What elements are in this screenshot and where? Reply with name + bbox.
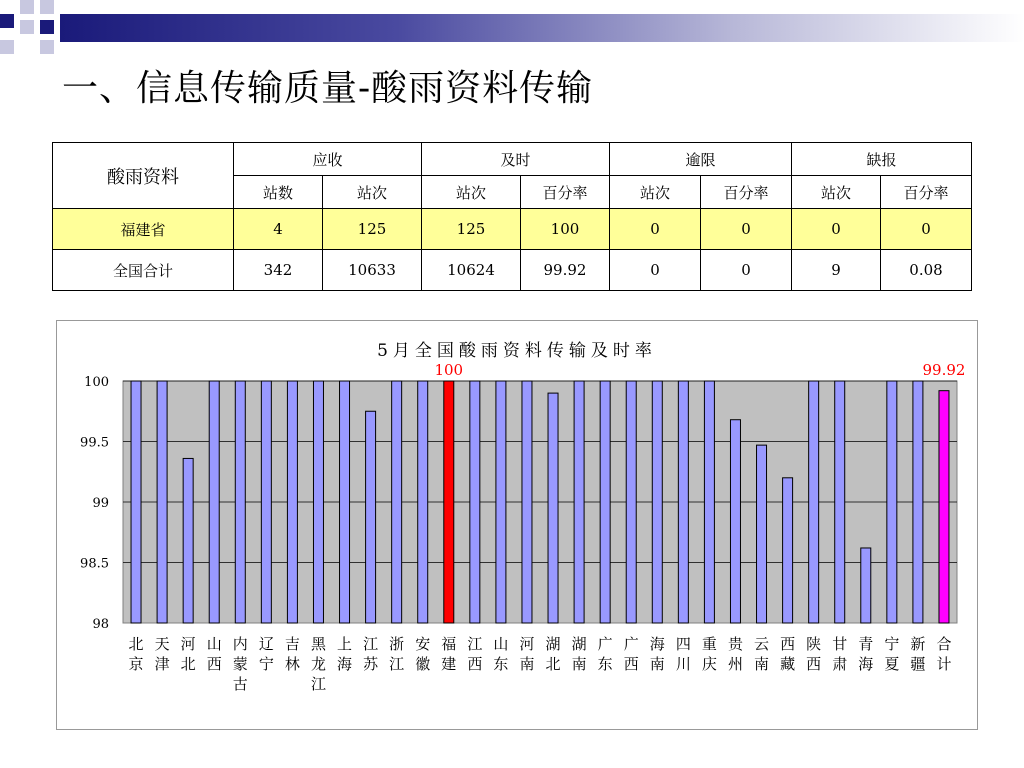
x-tick-label: 河 bbox=[180, 635, 196, 653]
x-tick-label: 南 bbox=[519, 655, 535, 673]
chart-frame bbox=[56, 320, 978, 730]
x-tick-label: 湖 bbox=[571, 635, 587, 653]
x-tick-label: 辽 bbox=[258, 635, 274, 653]
x-tick-label: 川 bbox=[675, 655, 691, 673]
subheader-cell: 站数 bbox=[234, 176, 323, 209]
header-group-timely: 及时 bbox=[422, 143, 610, 176]
x-tick-label: 北 bbox=[128, 635, 144, 653]
bar bbox=[652, 381, 662, 623]
x-tick-label: 藏 bbox=[780, 655, 796, 673]
bar bbox=[522, 381, 532, 623]
x-tick-label: 计 bbox=[936, 655, 952, 673]
bar bbox=[913, 381, 923, 623]
table-cell: 125 bbox=[422, 209, 521, 250]
x-tick-label: 南 bbox=[754, 655, 770, 673]
page-title: 一、信息传输质量-酸雨资料传输 bbox=[62, 68, 594, 109]
x-tick-label: 安 bbox=[415, 635, 431, 653]
bar bbox=[887, 381, 897, 623]
table-row bbox=[53, 250, 972, 291]
table-corner-label: 酸雨资料 bbox=[53, 143, 234, 209]
decor-square-light bbox=[20, 0, 34, 14]
bar bbox=[313, 381, 323, 623]
x-tick-label: 重 bbox=[701, 635, 717, 653]
subheader-cell: 站次 bbox=[610, 176, 701, 209]
header-group-late: 逾限 bbox=[610, 143, 792, 176]
x-tick-label: 西 bbox=[780, 635, 796, 653]
x-tick-label: 河 bbox=[519, 635, 535, 653]
bar bbox=[340, 381, 350, 623]
table-cell: 125 bbox=[323, 209, 422, 250]
bar bbox=[470, 381, 480, 623]
x-tick-label: 西 bbox=[623, 655, 639, 673]
bar bbox=[209, 381, 219, 623]
decor-square-light bbox=[40, 40, 54, 54]
decor-square-light bbox=[40, 0, 54, 14]
x-tick-label: 江 bbox=[389, 655, 405, 673]
bar bbox=[861, 548, 871, 623]
x-tick-label: 夏 bbox=[884, 655, 900, 673]
x-tick-label: 甘 bbox=[832, 635, 848, 653]
table-cell: 0 bbox=[701, 209, 792, 250]
title-gradient-bar bbox=[60, 14, 1024, 42]
x-tick-label: 宁 bbox=[258, 655, 274, 673]
x-tick-label: 西 bbox=[206, 655, 222, 673]
x-tick-label: 京 bbox=[128, 655, 144, 673]
bar bbox=[835, 381, 845, 623]
bar bbox=[287, 381, 297, 623]
x-tick-label: 南 bbox=[571, 655, 587, 673]
bar bbox=[366, 411, 376, 623]
bar-chart bbox=[57, 321, 977, 729]
x-tick-label: 云 bbox=[754, 635, 770, 653]
bar bbox=[392, 381, 402, 623]
x-tick-label: 徽 bbox=[415, 655, 431, 673]
x-tick-label: 广 bbox=[623, 635, 639, 653]
table-cell: 99.92 bbox=[521, 250, 610, 291]
x-tick-label: 海 bbox=[337, 655, 353, 673]
x-tick-label: 海 bbox=[649, 635, 665, 653]
decor-square-navy bbox=[0, 14, 14, 28]
x-tick-label: 福 bbox=[441, 635, 457, 653]
y-tick-label: 99 bbox=[92, 496, 109, 511]
decor-square-navy bbox=[40, 20, 54, 34]
x-tick-label: 海 bbox=[858, 655, 874, 673]
bar bbox=[626, 381, 636, 623]
x-tick-label: 北 bbox=[545, 655, 561, 673]
bar bbox=[600, 381, 610, 623]
x-tick-label: 西 bbox=[806, 655, 822, 673]
x-tick-label: 宁 bbox=[884, 635, 900, 653]
row-name-cell: 福建省 bbox=[53, 209, 234, 250]
x-tick-label: 古 bbox=[232, 675, 248, 693]
x-tick-label: 州 bbox=[727, 655, 743, 673]
x-tick-label: 吉 bbox=[284, 635, 300, 653]
y-tick-label: 98.5 bbox=[80, 556, 109, 572]
x-tick-label: 湖 bbox=[545, 635, 561, 653]
x-tick-label: 青 bbox=[858, 635, 874, 653]
decor-square-light bbox=[0, 40, 14, 54]
x-tick-label: 西 bbox=[467, 655, 483, 673]
x-tick-label: 山 bbox=[493, 635, 509, 653]
x-tick-label: 江 bbox=[467, 635, 483, 653]
x-tick-label: 广 bbox=[597, 635, 613, 653]
summary-table bbox=[52, 142, 972, 291]
bar bbox=[183, 458, 193, 623]
table-cell: 9 bbox=[792, 250, 881, 291]
table-cell: 0 bbox=[792, 209, 881, 250]
row-name-cell: 全国合计 bbox=[53, 250, 234, 291]
bar bbox=[678, 381, 688, 623]
bar bbox=[261, 381, 271, 623]
bar bbox=[783, 478, 793, 623]
x-tick-label: 浙 bbox=[389, 635, 405, 653]
table-cell: 0.08 bbox=[881, 250, 972, 291]
data-label: 100 bbox=[434, 361, 464, 379]
header-group-received: 应收 bbox=[234, 143, 422, 176]
table-cell: 0 bbox=[701, 250, 792, 291]
bar bbox=[157, 381, 167, 623]
x-tick-label: 贵 bbox=[727, 635, 743, 653]
subheader-cell: 百分率 bbox=[881, 176, 972, 209]
x-tick-label: 新 bbox=[910, 635, 926, 653]
x-tick-label: 北 bbox=[180, 655, 196, 673]
bar bbox=[730, 420, 740, 623]
bar bbox=[496, 381, 506, 623]
x-tick-label: 建 bbox=[441, 655, 457, 673]
x-tick-label: 东 bbox=[493, 655, 509, 673]
x-tick-label: 上 bbox=[337, 635, 353, 653]
x-tick-label: 蒙 bbox=[232, 655, 248, 673]
data-label: 99.92 bbox=[922, 361, 966, 379]
x-tick-label: 南 bbox=[649, 655, 665, 673]
x-tick-label: 龙 bbox=[310, 655, 326, 673]
table-cell: 10633 bbox=[323, 250, 422, 291]
table-cell: 0 bbox=[610, 250, 701, 291]
bar bbox=[418, 381, 428, 623]
x-tick-label: 林 bbox=[284, 655, 300, 673]
subheader-cell: 站次 bbox=[792, 176, 881, 209]
table-cell: 0 bbox=[881, 209, 972, 250]
table-cell: 0 bbox=[610, 209, 701, 250]
bar bbox=[235, 381, 245, 623]
x-tick-label: 苏 bbox=[363, 655, 379, 673]
table-cell: 342 bbox=[234, 250, 323, 291]
y-tick-label: 98 bbox=[92, 617, 109, 632]
x-tick-label: 疆 bbox=[910, 655, 926, 673]
bar bbox=[704, 381, 714, 623]
x-tick-label: 陕 bbox=[806, 635, 822, 653]
header-group-missing: 缺报 bbox=[792, 143, 972, 176]
y-tick-label: 100 bbox=[84, 375, 109, 390]
bar bbox=[809, 381, 819, 623]
table-cell: 100 bbox=[521, 209, 610, 250]
table-cell: 10624 bbox=[422, 250, 521, 291]
x-tick-label: 合 bbox=[936, 635, 952, 653]
x-tick-label: 肃 bbox=[832, 655, 848, 673]
subheader-cell: 百分率 bbox=[701, 176, 792, 209]
bar bbox=[939, 391, 949, 623]
table-cell: 4 bbox=[234, 209, 323, 250]
bar bbox=[574, 381, 584, 623]
x-tick-label: 黑 bbox=[310, 635, 326, 653]
x-tick-label: 江 bbox=[310, 675, 326, 693]
x-tick-label: 四 bbox=[675, 635, 691, 653]
x-tick-label: 津 bbox=[154, 655, 170, 673]
bar bbox=[548, 393, 558, 623]
subheader-cell: 站次 bbox=[323, 176, 422, 209]
decor-square-light bbox=[20, 20, 34, 34]
chart-title: 5月全国酸雨资料传输及时率 bbox=[377, 341, 657, 361]
bar bbox=[757, 445, 767, 623]
x-tick-label: 东 bbox=[597, 655, 613, 673]
x-tick-label: 天 bbox=[154, 635, 170, 653]
x-tick-label: 庆 bbox=[701, 655, 717, 673]
subheader-cell: 百分率 bbox=[521, 176, 610, 209]
table-header-row bbox=[53, 143, 972, 176]
x-tick-label: 山 bbox=[206, 635, 222, 653]
bar bbox=[444, 381, 454, 623]
x-tick-label: 内 bbox=[232, 635, 248, 653]
y-tick-label: 99.5 bbox=[80, 435, 109, 451]
x-tick-label: 江 bbox=[363, 635, 379, 653]
table-row bbox=[53, 209, 972, 250]
subheader-cell: 站次 bbox=[422, 176, 521, 209]
bar bbox=[131, 381, 141, 623]
